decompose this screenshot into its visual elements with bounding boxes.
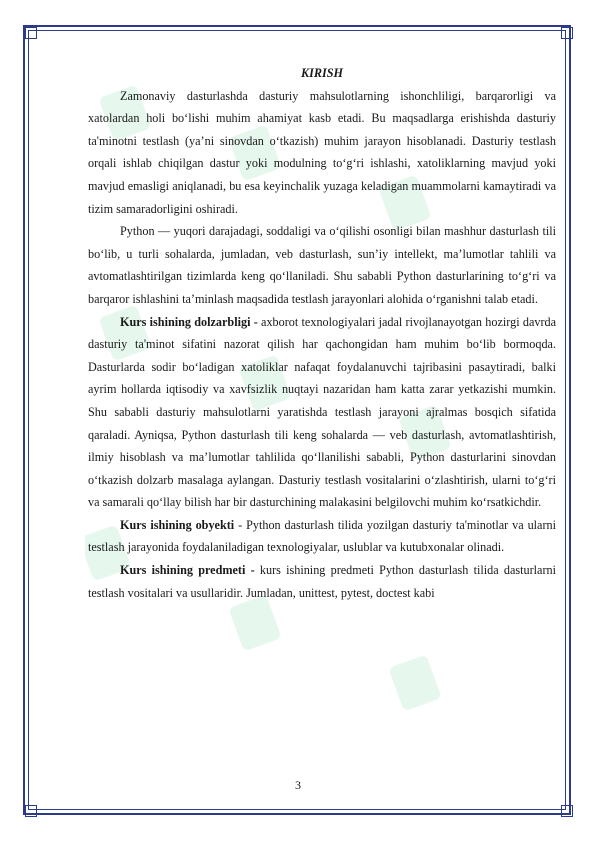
paragraph-python: Python — yuqori darajadagi, soddaligi va o‘qilishi osonligi bilan mashhur dasturlash tili bo‘lib, u turli sohalarda, jumladan, veb dasturlash, sun’iy intellekt, ma’lumotlar tahlili va avtomatlashtirilgan tizimlarda keng qo‘llaniladi. Shu sababli Python dasturlarining to‘g‘ri va barqaror ishlashini ta’minlash maqsadida testlash jarayonlari alohida o‘rganishni talab etadi. [88,224,556,306]
relevance-heading: Kurs ishining dolzarbligi - [120,314,258,329]
border-corner-top-right [561,27,573,39]
paragraph-intro: Zamonaviy dasturlashda dasturiy mahsulotlarning ishonchliligi, barqarorligi va xatolardan holi bo‘lishi muhim ahamiyat kasb etadi. Bu maqsadlarga erishishda dasturiy ta'minotni testlash (ya’ni sinovdan o‘tkazish) muhim jarayon hisoblanadi. Dasturiy testlash orqali ishlab chiqilgan dastur yoki modulning to‘g‘ri ishlashi, xatoliklarning mavjud yoki mavjud emasligi aniqlanadi, bu esa keyinchalik yuzaga keladigan muammolarni kamaytiradi va tizim samaradorligini oshiradi. [88,88,556,216]
paragraph-relevance [88,311,556,514]
paragraph-object [88,514,556,559]
section-title: KIRISH [300,66,343,80]
subject-heading: Kurs ishining predmeti - [120,563,255,578]
page-number: 3 [295,778,301,792]
object-heading: Kurs ishining obyekti [120,517,235,532]
subject-text: kurs ishining predmeti Python dasturlash tilida dasturlarni testlash vositalari va usullaridir. Jumladan, unittest, pytest, doctest kabi [88,563,556,600]
object-text: - Python dasturlash tilida yozilgan dasturiy ta'minotlar va ularni testlash jarayonida foydalaniladigan texnologiyalar, uslublar va kutubxonalar olinadi. [88,517,556,555]
border-corner-bottom-left [25,805,37,817]
relevance-text: axborot texnologiyalari jadal rivojlanayotgan hozirgi davrda dasturiy ta'minot sifatini nazorat qilish har qachongidan ham muhim bo‘lib bormoqda. Dasturlarda sodir bo‘ladigan xatoliklar nafaqat foydalanuvchi tajribasini pasaytiradi, balki ayrim hollarda iqtisodiy va xavfsizlik nuqtayi nazaridan ham katta zarar yetkazishi mumkin. Shu sababli dasturiy mahsulotlarni yaratishda testlash jarayoni ajralmas bosqich sifatida qaraladi. Ayniqsa, Python dasturlash tili keng sohalarda — veb dasturlash, avtomatlashtirish, ilmiy hisoblash va ma’lumotlar tahlilida qo‘llanilishi sababli, Python dasturlarini sinovdan o‘tkazish dolzarb masalaga aylangan. Dasturiy testlash vositalarini o‘zlashtirish, ularni to‘g‘ri va samarali qo‘llay bilish har bir dasturchining malakasini belgilovchi muhim ko‘rsatkichdir. [88,314,557,510]
paragraph-subject [88,559,556,604]
document-body [88,62,556,604]
border-corner-top-left [25,27,37,39]
border-corner-bottom-right [561,805,573,817]
